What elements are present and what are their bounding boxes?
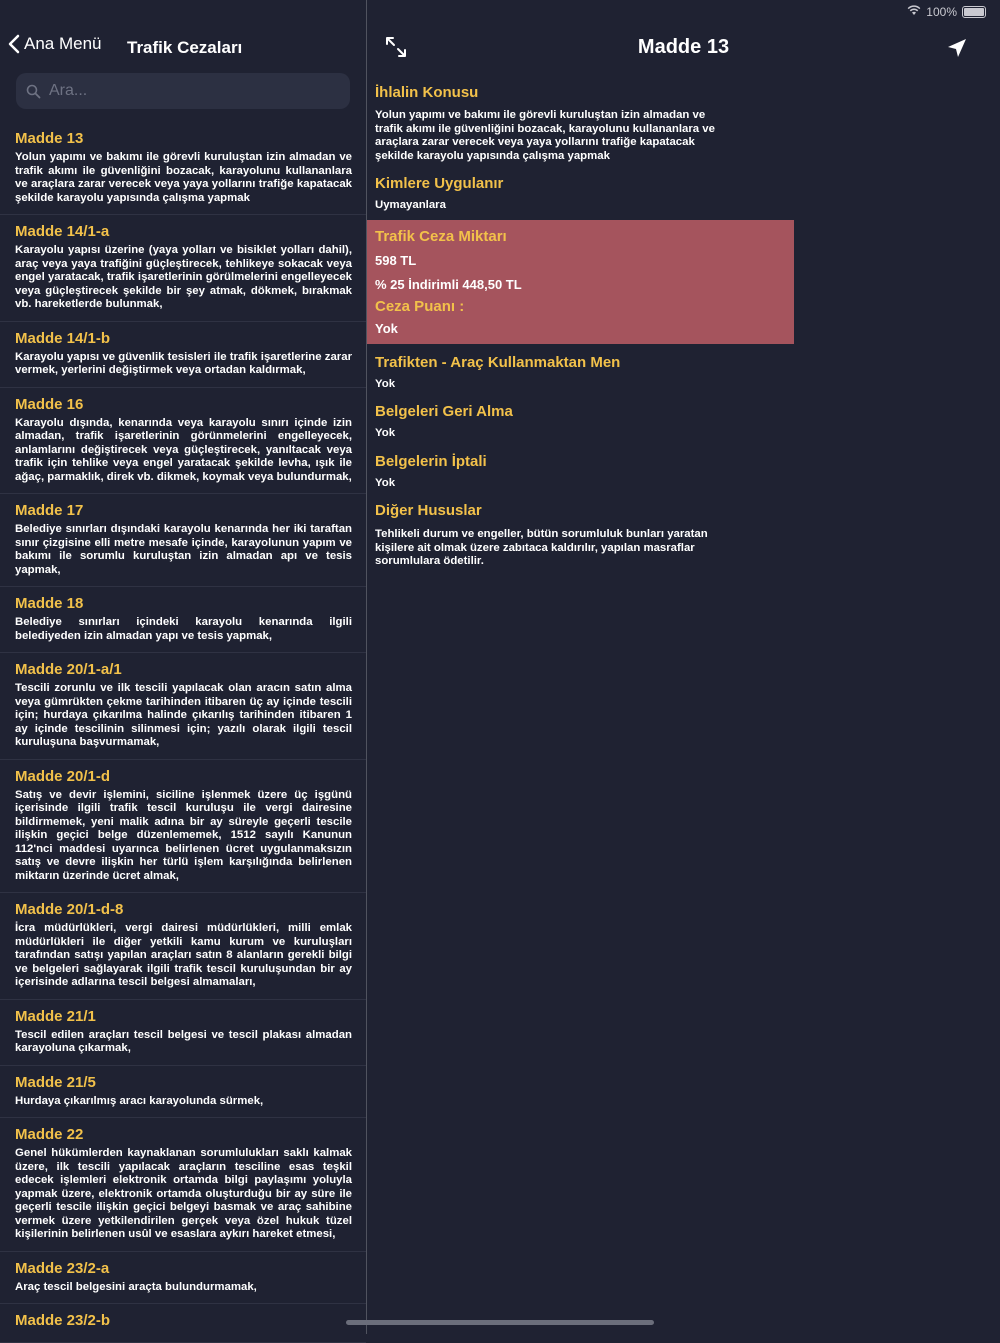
geri-alma-text: Yok [375, 427, 396, 439]
back-button[interactable] [8, 34, 102, 54]
list-item[interactable] [0, 1000, 366, 1066]
search-icon [26, 84, 41, 99]
list-item-desc: Tescil edilen araçları tescil belgesi ve tescil plakası almadan karayoluna çıkarmak, [15, 1028, 352, 1054]
sidebar-title: Trafik Cezaları [127, 38, 243, 57]
puan-value: Yok [375, 320, 398, 336]
battery-percent: 100% [926, 5, 957, 19]
list-item[interactable] [0, 653, 366, 760]
diger-title: Diğer Hususlar [375, 502, 482, 519]
list-item-desc: Hurdaya çıkarılmış aracı karayolunda sürmek, [15, 1094, 264, 1107]
list-item-title: Madde 23/2-b [15, 1312, 111, 1329]
list-item-title: Madde 16 [15, 395, 84, 413]
list-item-desc: Tescili zorunlu ve ilk tescili yapılacak olan aracın satın alma veya gümrükten çekme tarihinden itibaren üç ay içinde tescili için; hurdaya çıkarılma halinde çıkarılış tarihinden itibaren 1 ay içinde tescilinin silinmesi için; yazılı olarak ilgili tescil kuruluşuna başvurmamak, [15, 682, 352, 748]
list-item-title: Madde 13 [15, 130, 84, 147]
list-item-title: Madde 21/1 [15, 1007, 96, 1025]
list-item-title: Madde 14/1-b [15, 329, 111, 347]
list-item[interactable] [0, 1118, 366, 1252]
detail-pane [367, 0, 1000, 1334]
list-item-title: Madde 22 [15, 1126, 84, 1143]
list-item[interactable] [0, 1066, 366, 1119]
list-item-title: Madde 23/2-a [15, 1259, 110, 1277]
list-item-title: Madde 18 [15, 595, 84, 612]
list-item[interactable] [0, 388, 366, 495]
list-item[interactable] [0, 1304, 366, 1343]
list-item[interactable] [0, 322, 366, 388]
sidebar-nav-bar [0, 30, 366, 66]
list-item-desc: Yolun yapımı ve bakımı ile görevli kuruluştan izin almadan ve trafik akımı ile güvenliğini bozacak, karayolunu kullananlara ve araçlara zarar verecek veya yaya yollarını trafiğe kapatacak şekilde karayolu yapısında çalışma yapmak [15, 151, 352, 204]
search-bar[interactable] [16, 73, 350, 109]
chevron-left-icon [8, 34, 20, 54]
ceza-discount: % 25 İndirimli 448,50 TL [375, 276, 522, 292]
list-item-title: Madde 21/5 [15, 1073, 96, 1091]
ihlal-text: Yolun yapımı ve bakımı ile görevli kuruluştan izin almadan ve trafik akımı ile güvenliğini bozacak, karayolunu kullananlara ve araçlara zarar verecek veya yaya yollarını trafiğe kapatacak şekilde karayolu yapısında çalışma yapmak [375, 109, 715, 162]
iptal-text: Yok [375, 476, 396, 489]
list-item[interactable] [0, 494, 366, 587]
men-text: Yok [375, 377, 396, 390]
list-item[interactable] [0, 893, 366, 1000]
search-input[interactable] [47, 81, 331, 101]
list-item-desc: İcra müdürlükleri, vergi dairesi müdürlükleri, milli emlak müdürlükleri ile diğer yetkili kamu kurum ve kuruluşları tarafından satışı yapılan araçları satın 8 alanların gerekli bilgi ve belgeleri sağlayarak ilgili trafik tescil kuruluşundan bir ay içerisinde adlarına tescil belgesi almamaları, [15, 922, 352, 988]
list-item-desc: Genel hükümlerden kaynaklanan sorumlulukları saklı kalmak üzere, ilk tescili yapılacak araçların tesciline esas teşkil edecek işlemleri elektronik ortamda bilgi paylaşımı yoluyla yapmak üzere, elektronik ortamda oluşturduğu bir ay süre ile geçerli tescile ilişkin geçici belgeyi basmak ve araç sahibine vermek üzere yetkilendirilen gerçek veya özel hukuk tüzel kişilerinin belirlenen usûl ve esaslara aykırı hareket etmesi, [15, 1147, 352, 1240]
list-item-title: Madde 14/1-a [15, 223, 110, 240]
list-item-title: Madde 20/1-a/1 [15, 661, 122, 678]
detail-nav-bar [367, 30, 1000, 66]
penalty-box [367, 220, 794, 344]
list-item[interactable] [0, 122, 366, 215]
share-button[interactable] [947, 38, 967, 63]
list-item[interactable] [0, 215, 366, 322]
geri-alma-title: Belgeleri Geri Alma [375, 403, 513, 420]
back-label: Ana Menü [24, 34, 102, 53]
list-item[interactable] [0, 760, 366, 894]
list-item-title: Madde 17 [15, 502, 84, 519]
list-item-desc: Karayolu yapısı ve güvenlik tesisleri ile trafik işaretlerine zarar vermek, yerlerini değiştirmek veya ortadan kaldırmak, [15, 350, 352, 376]
list-item-desc: Araç tescil belgesini araçta bulundurmamak, [15, 1280, 257, 1293]
home-indicator[interactable] [346, 1320, 654, 1325]
kimlere-title: Kimlere Uygulanır [375, 175, 504, 192]
list-item[interactable] [0, 587, 366, 653]
list-item-title: Madde 20/1-d-8 [15, 901, 124, 918]
list-item-desc: Belediye sınırları dışındaki karayolu kenarında her iki taraftan sınır çizgisine elli metre mesafe içinde, karayolunun yapım ve bakımı ile sorumlu kuruluştan izin almadan apı ve tesis yapmak, [15, 523, 352, 576]
detail-content [367, 82, 1000, 569]
madde-list [0, 122, 366, 1329]
list-item[interactable] [0, 1252, 366, 1305]
list-item-title: Madde 20/1-d [15, 767, 111, 785]
diger-text: Tehlikeli durum ve engeller, bütün sorumluluk bunları yaratan kişilere ait olmak üzere zabıtaca kaldırılır, yapılan masraflar sorumlulara ödetilir. [375, 528, 708, 567]
list-item-desc: Karayolu yapısı üzerine (yaya yolları ve bisiklet yolları dahil), araç veya yaya trafiğini güçleştirecek, tehlikeye sokacak veya engel yaratacak, trafik işaretlerinin görülmelerini engelleyecek veya güçleştirecek şekilde bir şey atmak, dökmek, bırakmak vb. hareketlerde bulunmak, [15, 244, 352, 310]
sidebar [0, 0, 366, 1334]
puan-title: Ceza Puanı : [375, 297, 465, 315]
iptal-title: Belgelerin İptali [375, 452, 487, 470]
ceza-amount: 598 TL [375, 252, 417, 268]
list-item-desc: Belediye sınırları içindeki karayolu kenarında ilgili belediyeden izin almadan yapı ve tesis yapmak, [15, 616, 352, 642]
men-title: Trafikten - Araç Kullanmaktan Men [375, 353, 621, 371]
ceza-title: Trafik Ceza Miktarı [375, 227, 507, 245]
send-icon [947, 38, 967, 58]
detail-title: Madde 13 [637, 36, 730, 58]
kimlere-text: Uymayanlara [375, 199, 446, 211]
ihlal-title: İhlalin Konusu [375, 84, 479, 101]
list-item-desc: Karayolu dışında, kenarında veya karayolu sınırı içinde izin almadan, trafik işaretlerinin görünmelerini engelleyecek, anlamlarını değiştirecek veya güçleştirecek, yanıltacak veya trafik için tehlike veya engel yaratacak şekilde levha, ışık ile ağaç, parmaklık, direk vb. dikmek, koymak veya bulundurmak, [15, 416, 352, 483]
list-item-desc: Satış ve devir işlemini, siciline işlenmek üzere üç işgünü içerisinde ilgili trafik tescil kuruluşu ile vergi dairesine bildirmemek, yeni malik adına bir ay süreyle geçerli tescile ilişkin geçici belge düzenlememek, 1512 sayılı Kanunun 112'nci maddesi uyarınca belirlenen ücret uygulanmaksızın satış ve devre ilişkin her türlü işlem karşılığında belirlenen miktarın üzerinde ücret almak, [15, 788, 352, 882]
